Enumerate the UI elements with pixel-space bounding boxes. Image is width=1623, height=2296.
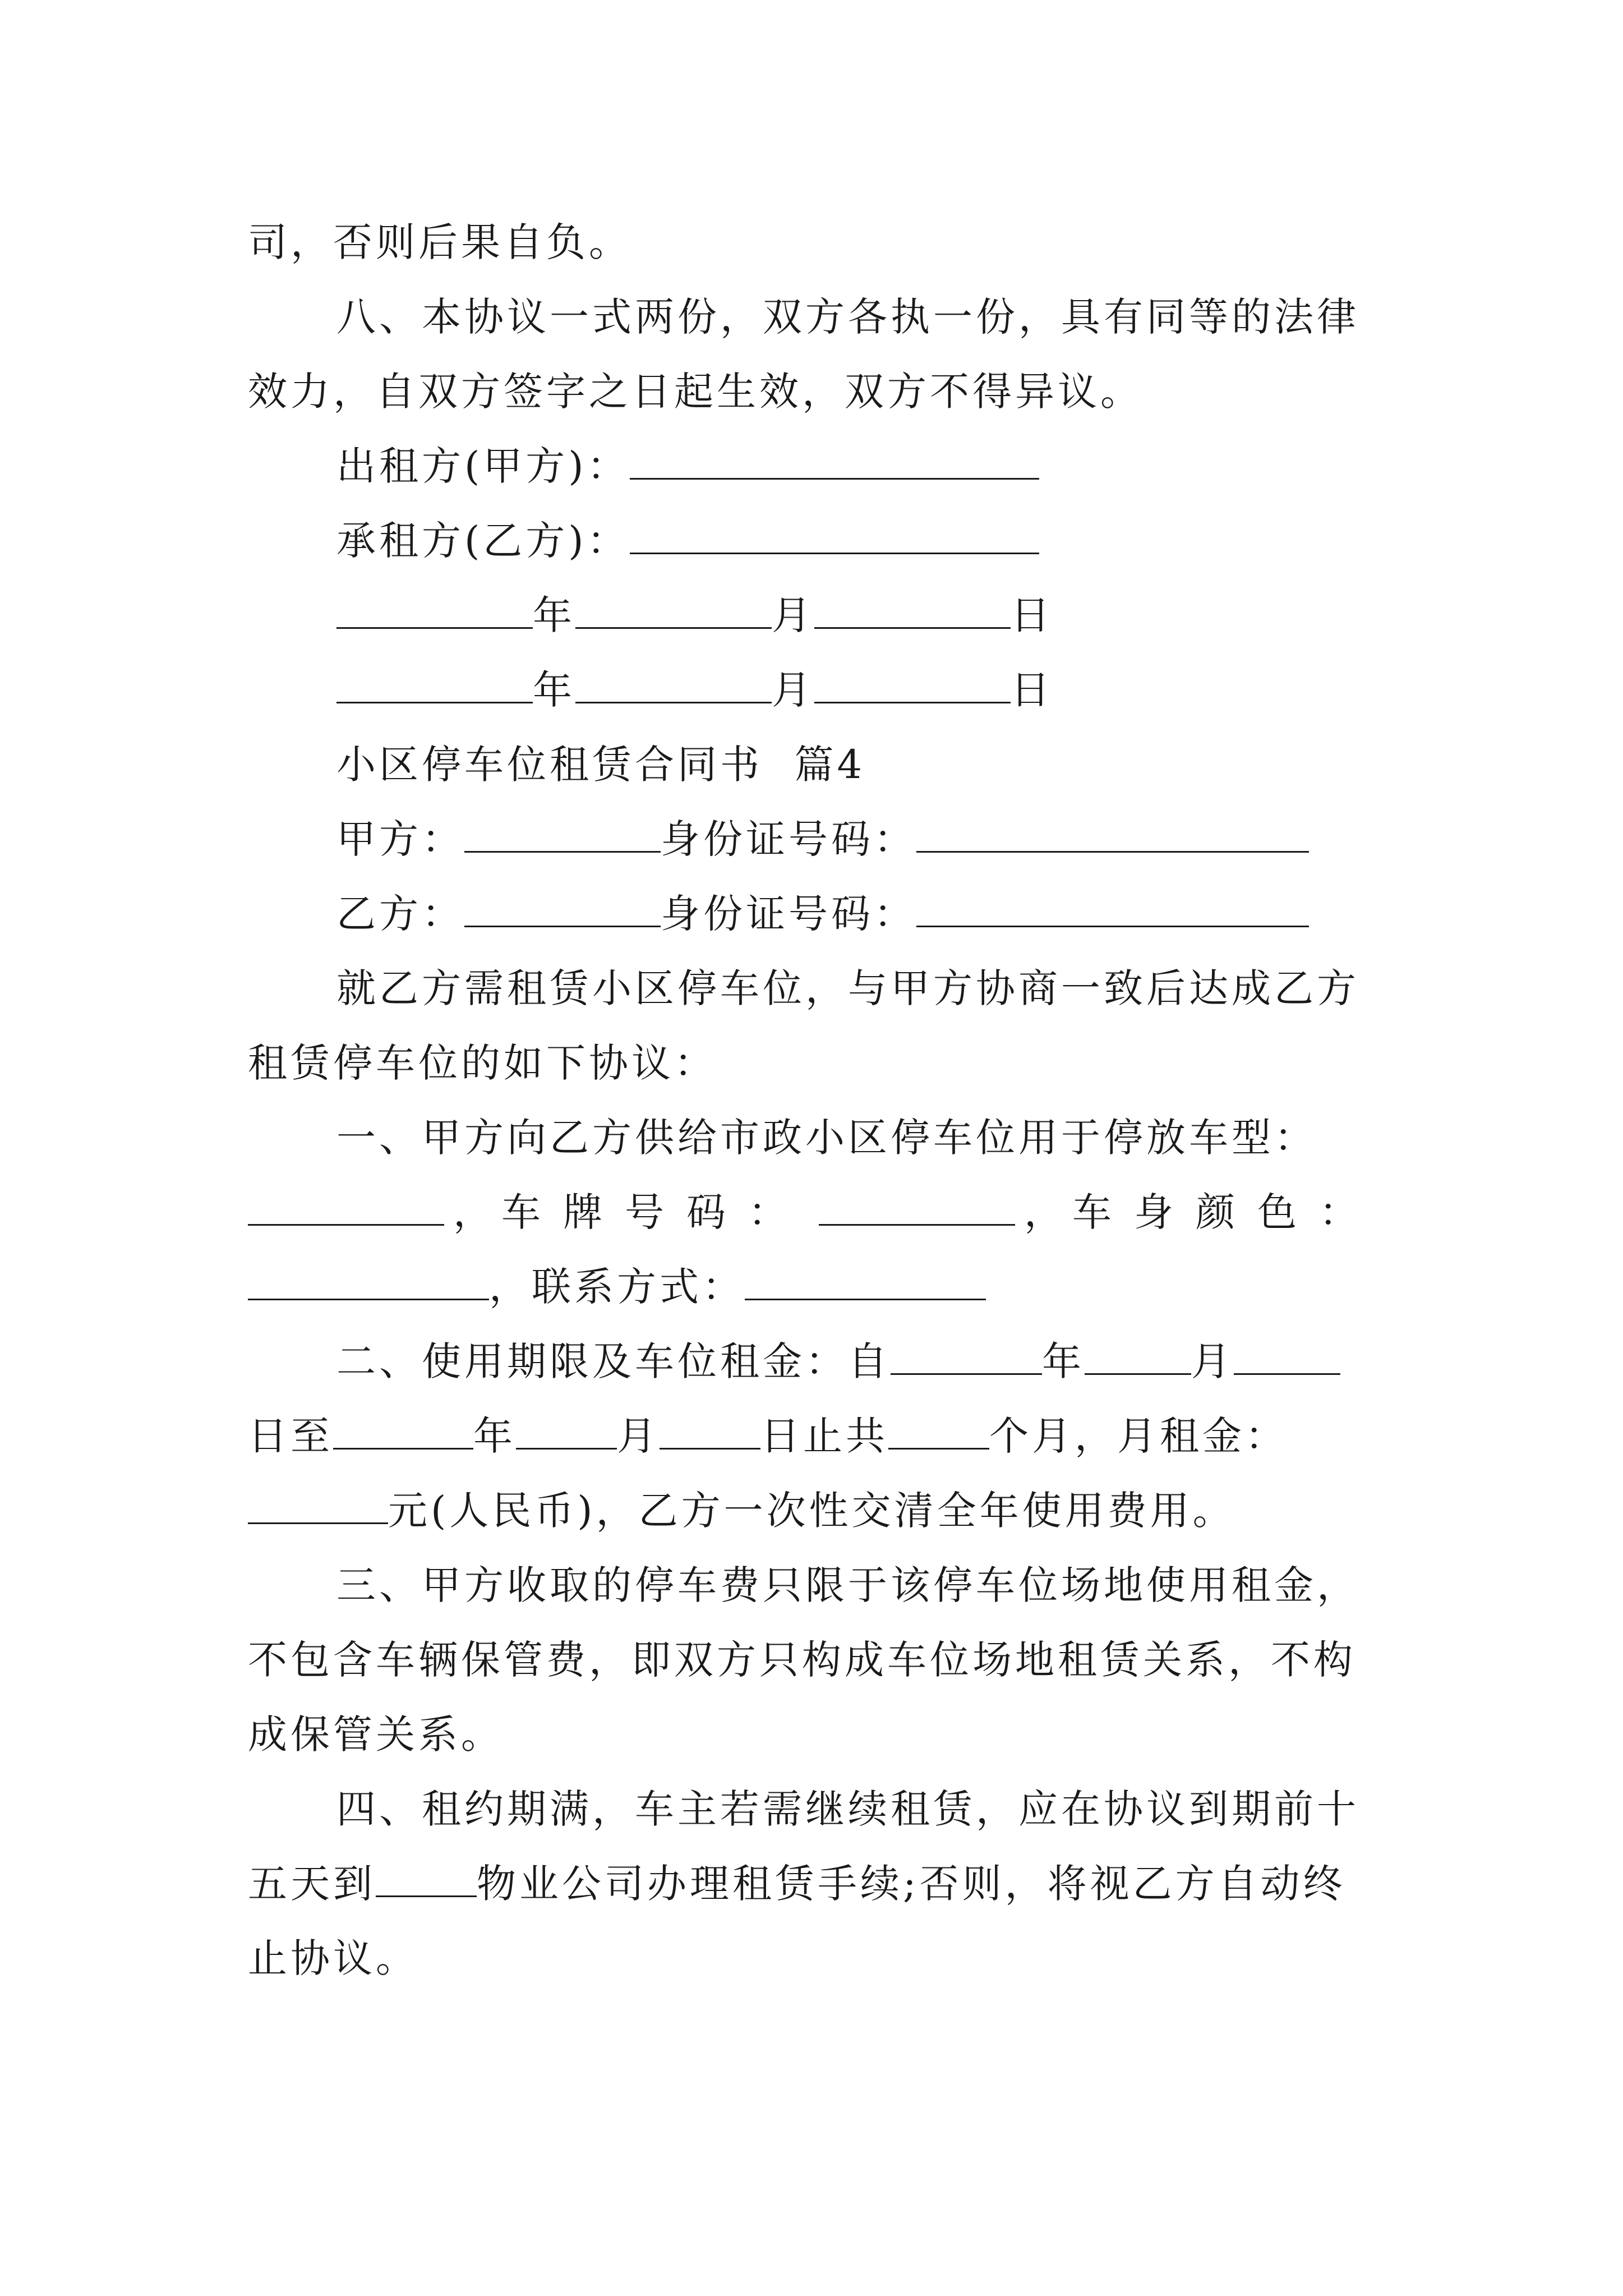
lessor-blank[interactable] <box>630 443 1039 480</box>
month-blank[interactable] <box>575 592 772 629</box>
lessor-label: 出租方(甲方)： <box>336 443 630 489</box>
paragraph-line <box>248 1847 1381 1920</box>
text: 元(人民币)，乙方一次性交清全年使用费用。 <box>388 1488 1235 1534</box>
party-b-line <box>336 877 1469 950</box>
lessor-signature-line <box>336 430 1469 503</box>
month-label: 月 <box>772 667 814 713</box>
start-day-blank[interactable] <box>1234 1338 1340 1375</box>
vehicle-info-line <box>248 1176 1381 1249</box>
paragraph-line <box>336 952 1469 1025</box>
plate-blank[interactable] <box>819 1189 1015 1226</box>
text: 租赁停车位的如下协议： <box>248 1040 717 1086</box>
text: 二、使用期限及车位租金：自 <box>336 1338 891 1384</box>
party-a-line <box>336 803 1469 876</box>
end-year-blank[interactable] <box>333 1413 473 1450</box>
term-line <box>248 1400 1381 1473</box>
comma: ， <box>1024 1189 1063 1235</box>
party-b-id-blank[interactable] <box>916 891 1309 927</box>
party-b-name-blank[interactable] <box>464 891 661 927</box>
start-year-blank[interactable] <box>891 1338 1042 1375</box>
party-a-name-blank[interactable] <box>464 816 661 853</box>
paragraph-line <box>336 280 1469 353</box>
comma: ， <box>453 1189 492 1235</box>
text: 日止共 <box>760 1413 888 1459</box>
id-label: 身份证号码： <box>661 891 916 937</box>
day-blank[interactable] <box>814 667 1011 703</box>
text: 三、甲方收取的停车费只限于该停车位场地使用租金， <box>336 1562 1359 1608</box>
party-a-label: 甲方： <box>336 816 464 862</box>
year-label: 年 <box>1042 1338 1085 1384</box>
term-line <box>336 1325 1469 1398</box>
lessee-blank[interactable] <box>630 518 1039 554</box>
id-label: 身份证号码： <box>661 816 916 862</box>
day-blank[interactable] <box>814 592 1011 629</box>
contact-line <box>248 1250 1381 1323</box>
text: 司，否则后果自负。 <box>248 219 631 265</box>
heading-text: 小区停车位租赁合同书 篇4 <box>336 742 866 788</box>
party-b-label: 乙方： <box>336 891 464 937</box>
day-label: 日 <box>1011 592 1053 638</box>
section-heading <box>336 728 1469 801</box>
property-company-blank[interactable] <box>376 1861 477 1897</box>
paragraph-line <box>248 355 1381 428</box>
month-blank[interactable] <box>575 667 772 703</box>
party-a-id-blank[interactable] <box>916 816 1309 853</box>
text: 四、租约期满，车主若需继续租赁，应在协议到期前十 <box>336 1786 1359 1832</box>
plate-label: 车牌号码： <box>501 1189 810 1235</box>
text: 不包含车辆保管费，即双方只构成车位场地租赁关系，不构 <box>248 1637 1356 1683</box>
rent-blank[interactable] <box>248 1488 388 1524</box>
day-label: 日 <box>1011 667 1053 713</box>
paragraph-line <box>336 1773 1469 1846</box>
year-label: 年 <box>533 667 575 713</box>
paragraph-line <box>336 1101 1469 1174</box>
months-blank[interactable] <box>888 1413 989 1450</box>
color-label: 车身颜色： <box>1072 1189 1381 1235</box>
text: 一、甲方向乙方供给市政小区停车位用于停放车型： <box>336 1115 1317 1161</box>
start-month-blank[interactable] <box>1085 1338 1191 1375</box>
year-label: 年 <box>473 1413 516 1459</box>
year-blank[interactable] <box>336 667 533 703</box>
month-label: 月 <box>1191 1338 1234 1384</box>
justified-row <box>248 1176 1381 1249</box>
lessee-signature-line <box>336 504 1469 577</box>
paragraph-line <box>248 1623 1381 1696</box>
text: 日至 <box>248 1413 333 1459</box>
contact-label: ，联系方式： <box>489 1264 745 1310</box>
month-label: 月 <box>617 1413 660 1459</box>
paragraph-line <box>336 1549 1469 1622</box>
year-blank[interactable] <box>336 592 533 629</box>
text: 物业公司办理租赁手续;否则，将视乙方自动终 <box>477 1861 1346 1907</box>
text: 八、本协议一式两份，双方各执一份，具有同等的法律 <box>336 294 1359 340</box>
lessee-label: 承租方(乙方)： <box>336 518 630 564</box>
end-day-blank[interactable] <box>660 1413 760 1450</box>
car-model-blank[interactable] <box>248 1189 444 1226</box>
paragraph-line <box>248 206 1381 279</box>
rent-line <box>248 1474 1381 1547</box>
year-label: 年 <box>533 592 575 638</box>
text: 五天到 <box>248 1861 376 1907</box>
paragraph-line <box>248 1027 1381 1099</box>
month-label: 月 <box>772 592 814 638</box>
date-line <box>336 579 1469 652</box>
text: 止协议。 <box>248 1935 418 1981</box>
paragraph-line <box>248 1922 1381 1995</box>
paragraph-line <box>248 1698 1381 1771</box>
text: 就乙方需租赁小区停车位，与甲方协商一致后达成乙方 <box>336 965 1359 1011</box>
text: 个月，月租金： <box>989 1413 1288 1459</box>
date-line <box>336 654 1469 726</box>
text: 成保管关系。 <box>248 1711 504 1757</box>
text: 效力，自双方签字之日起生效，双方不得异议。 <box>248 369 1143 415</box>
end-month-blank[interactable] <box>516 1413 617 1450</box>
contact-blank[interactable] <box>745 1264 986 1300</box>
car-color-blank[interactable] <box>248 1264 489 1300</box>
